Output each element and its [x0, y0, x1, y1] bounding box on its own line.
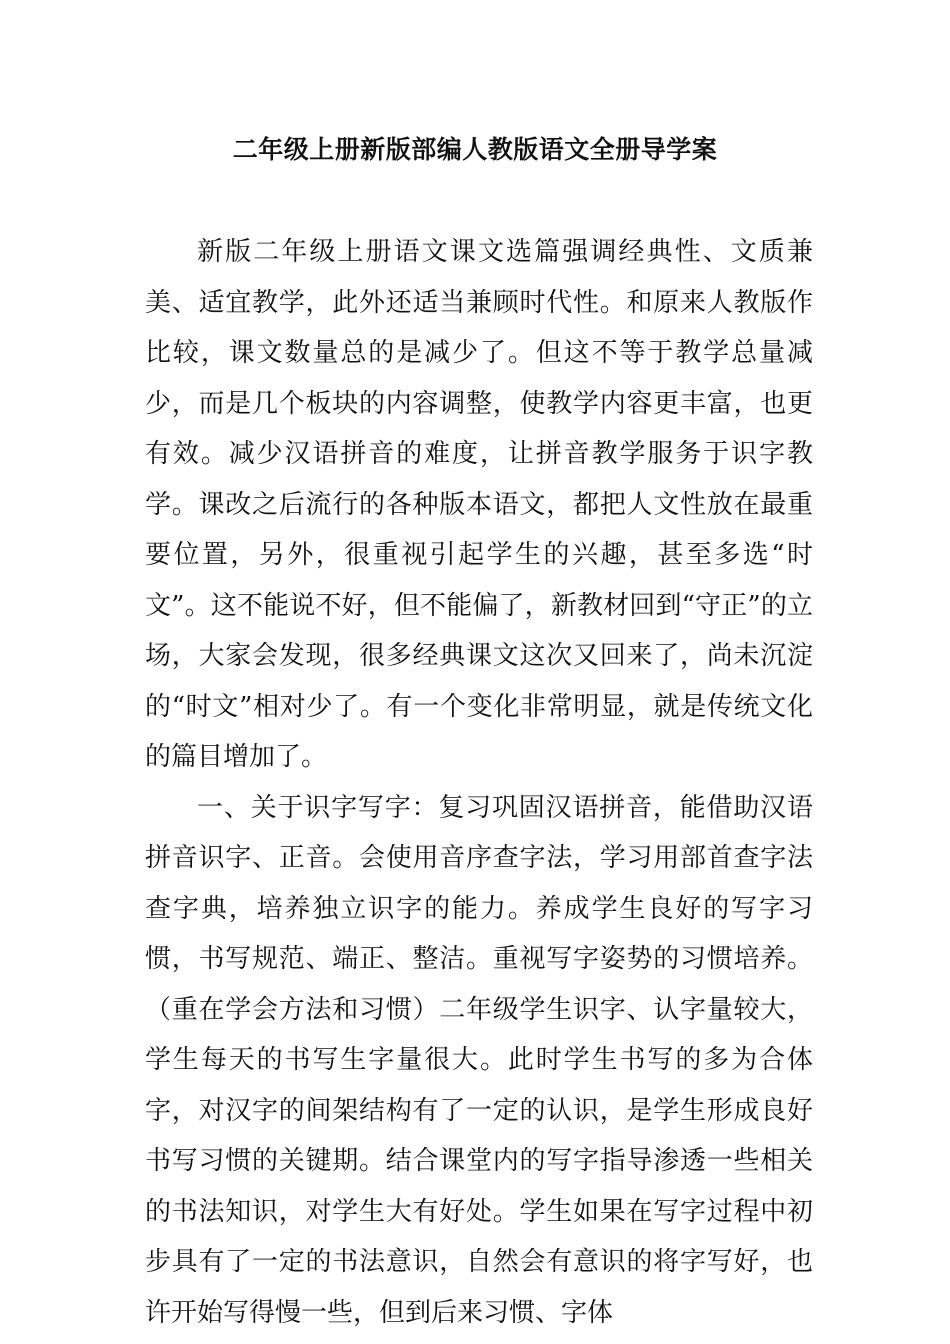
paragraph-literacy-writing: 一、关于识字写字：复习巩固汉语拼音，能借助汉语拼音识字、正音。会使用音序查字法，学习用部首查字法查字典，培养独立识字的能力。养成学生良好的写字习惯，书写规范、端正、整洁。重视写字姿势的习惯培养。（重在学会方法和习惯）二年级学生识字、认字量较大，学生每天的书写生字量很大。此时学生书写的多为合体字，对汉字的间架结构有了一定的认识，是学生形成良好书写习惯的关键期。结合课堂内的写字指导渗透一些相关的书法知识，对学生大有好处。学生如果在写字过程中初步具有了一定的书法意识，自然会有意识的将字写好，也许开始写得慢一些，但到后来习惯、字体 [145, 792, 813, 1328]
paragraph-intro: 新版二年级上册语文课文选篇强调经典性、文质兼美、适宜教学，此外还适当兼顾时代性。和原来人教版作比较，课文数量总的是减少了。但这不等于教学总量减少，而是几个板块的内容调整，使教学内容更丰富，也更有效。减少汉语拼音的难度，让拼音教学服务于识字教学。课改之后流行的各种版本语文，都把人文性放在最重要位置，另外，很重视引起学生的兴趣，甚至多选“时文”。这不能说不好，但不能偏了，新教材回到“守正”的立场，大家会发现，很多经典课文这次又回来了，尚未沉淀的“时文”相对少了。有一个变化非常明显，就是传统文化的篇目增加了。 [145, 237, 813, 772]
document-body [145, 227, 813, 1338]
document-title: 二年级上册新版部编人教版语文全册导学案 [232, 135, 718, 164]
